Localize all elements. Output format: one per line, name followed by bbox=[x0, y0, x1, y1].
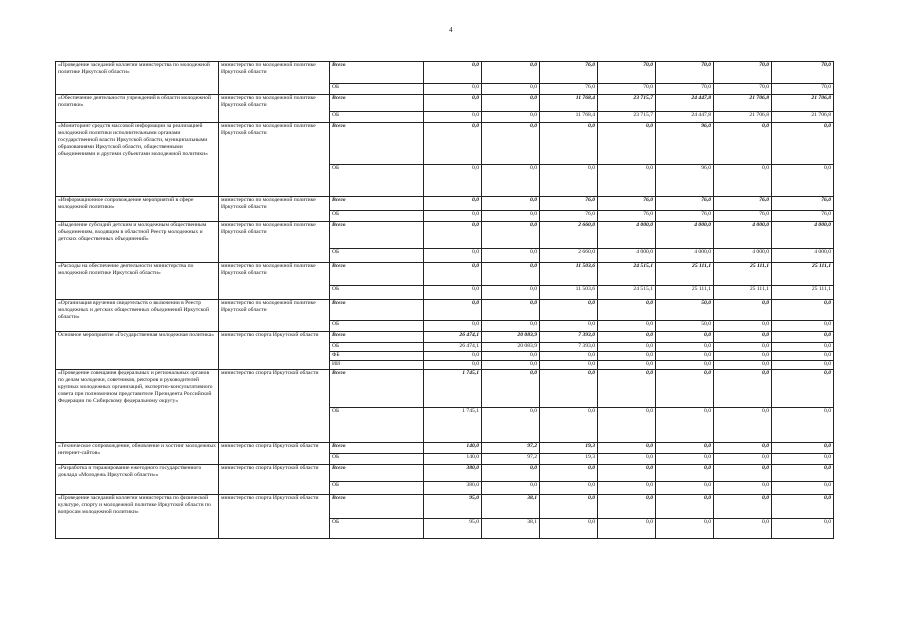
amount-cell: 76,0 bbox=[772, 211, 834, 222]
amount-cell: 7 393,0 bbox=[540, 332, 598, 343]
amount-cell: 0,0 bbox=[482, 286, 540, 300]
amount-cell: 21 706,8 bbox=[772, 112, 834, 123]
amount-cell: 0,0 bbox=[772, 495, 834, 519]
amount-cell: 0,0 bbox=[598, 454, 656, 465]
amount-cell: 97,2 bbox=[482, 454, 540, 465]
amount-cell: 70,0 bbox=[598, 62, 656, 84]
amount-cell: 140,0 bbox=[424, 454, 482, 465]
amount-cell: 0,0 bbox=[598, 332, 656, 343]
amount-cell: 0,0 bbox=[540, 465, 598, 482]
amount-cell: 0,0 bbox=[714, 495, 772, 519]
amount-cell: 4 000,0 bbox=[598, 222, 656, 249]
amount-cell: 96,0 bbox=[656, 165, 714, 197]
amount-cell: 0,0 bbox=[714, 408, 772, 443]
amount-cell: 0,0 bbox=[482, 370, 540, 408]
page-number: 4 bbox=[449, 26, 453, 34]
funding-source: Всего bbox=[330, 443, 424, 454]
funding-source: Всего bbox=[330, 370, 424, 408]
amount-cell: 70,0 bbox=[656, 62, 714, 84]
amount-cell: 0,0 bbox=[714, 352, 772, 361]
amount-cell: 24 447,8 bbox=[656, 112, 714, 123]
amount-cell: 0,0 bbox=[772, 482, 834, 495]
amount-cell: 0,0 bbox=[424, 211, 482, 222]
amount-cell: 0,0 bbox=[482, 263, 540, 286]
amount-cell: 0,0 bbox=[598, 465, 656, 482]
funding-source: Всего bbox=[330, 332, 424, 343]
amount-cell: 0,0 bbox=[482, 249, 540, 263]
amount-cell: 95,0 bbox=[424, 495, 482, 519]
funding-source: ОБ bbox=[330, 165, 424, 197]
amount-cell: 19,3 bbox=[540, 443, 598, 454]
amount-cell: 0,0 bbox=[656, 454, 714, 465]
executor: министерство по молодежной политике Иркутской области bbox=[219, 123, 330, 197]
funding-source: ОБ bbox=[330, 454, 424, 465]
amount-cell: 4 000,0 bbox=[656, 249, 714, 263]
amount-cell: 0,0 bbox=[540, 408, 598, 443]
amount-cell: 0,0 bbox=[714, 361, 772, 370]
amount-cell: 25 111,1 bbox=[772, 286, 834, 300]
amount-cell: 0,0 bbox=[482, 321, 540, 332]
amount-cell: 0,0 bbox=[656, 495, 714, 519]
amount-cell: 0,0 bbox=[482, 95, 540, 112]
amount-cell: 0,0 bbox=[482, 197, 540, 211]
amount-cell: 76,0 bbox=[656, 211, 714, 222]
amount-cell: 11 503,6 bbox=[540, 286, 598, 300]
amount-cell: 0,0 bbox=[424, 352, 482, 361]
funding-source: ОБ bbox=[330, 84, 424, 95]
amount-cell: 0,0 bbox=[540, 300, 598, 321]
amount-cell: 21 706,8 bbox=[772, 95, 834, 112]
amount-cell: 0,0 bbox=[424, 62, 482, 84]
funding-source: Всего bbox=[330, 197, 424, 211]
funding-source: Всего bbox=[330, 300, 424, 321]
amount-cell: 24 515,1 bbox=[598, 286, 656, 300]
amount-cell: 0,0 bbox=[424, 300, 482, 321]
amount-cell: 76,0 bbox=[772, 197, 834, 211]
funding-source: Всего bbox=[330, 95, 424, 112]
amount-cell: 0,0 bbox=[598, 343, 656, 352]
amount-cell: 21 706,8 bbox=[714, 112, 772, 123]
table-row bbox=[56, 263, 834, 286]
activity-name: «Информационное сопровождение мероприятий в сфере молодежной политики» bbox=[56, 197, 219, 222]
amount-cell: 0,0 bbox=[424, 222, 482, 249]
amount-cell: 0,0 bbox=[714, 343, 772, 352]
amount-cell: 25 111,1 bbox=[772, 263, 834, 286]
amount-cell: 21 706,8 bbox=[714, 95, 772, 112]
amount-cell: 0,0 bbox=[656, 465, 714, 482]
amount-cell: 0,0 bbox=[772, 361, 834, 370]
amount-cell: 4 000,0 bbox=[714, 249, 772, 263]
amount-cell: 0,0 bbox=[714, 454, 772, 465]
amount-cell: 1 745,1 bbox=[424, 408, 482, 443]
amount-cell: 0,0 bbox=[772, 300, 834, 321]
table-row bbox=[56, 95, 834, 112]
amount-cell: 0,0 bbox=[598, 408, 656, 443]
amount-cell: 2 660,0 bbox=[540, 249, 598, 263]
funding-source: Всего bbox=[330, 263, 424, 286]
amount-cell: 0,0 bbox=[482, 361, 540, 370]
activity-name: «Мониторинг средств массовой информации за реализацией молодежной политики исполнительными органами государственной власти Иркутской области, муниципальными образованиями Иркутской области, общественными объединениями и другими субъектами молодежной политики» bbox=[56, 123, 219, 197]
amount-cell: 4 000,0 bbox=[598, 249, 656, 263]
budget-table bbox=[55, 61, 834, 539]
amount-cell: 0,0 bbox=[656, 482, 714, 495]
executor: министерство по молодежной политике Иркутской области bbox=[219, 197, 330, 222]
amount-cell: 0,0 bbox=[482, 482, 540, 495]
amount-cell: 0,0 bbox=[598, 443, 656, 454]
funding-source: ИИ bbox=[330, 361, 424, 370]
amount-cell: 0,0 bbox=[772, 321, 834, 332]
amount-cell: 0,0 bbox=[540, 495, 598, 519]
amount-cell: 76,0 bbox=[656, 197, 714, 211]
amount-cell: 0,0 bbox=[540, 123, 598, 165]
amount-cell: 0,0 bbox=[482, 352, 540, 361]
activity-name: «Разработка и тиражирование ежегодного государственного доклада «Молодежь Иркутской области»» bbox=[56, 465, 219, 495]
funding-source: Всего bbox=[330, 62, 424, 84]
amount-cell: 140,0 bbox=[424, 443, 482, 454]
table-row bbox=[56, 123, 834, 165]
amount-cell: 0,0 bbox=[656, 443, 714, 454]
amount-cell: 38,1 bbox=[482, 495, 540, 519]
amount-cell: 7 393,0 bbox=[540, 343, 598, 352]
table-row bbox=[56, 197, 834, 211]
amount-cell: 11 768,4 bbox=[540, 112, 598, 123]
amount-cell: 19,3 bbox=[540, 454, 598, 465]
amount-cell: 0,0 bbox=[714, 443, 772, 454]
amount-cell: 0,0 bbox=[424, 249, 482, 263]
amount-cell: 24 447,8 bbox=[656, 95, 714, 112]
amount-cell: 25 111,1 bbox=[656, 263, 714, 286]
amount-cell: 26 474,1 bbox=[424, 332, 482, 343]
activity-name: «Проведение заседаний коллегии министерства по молодежной политике Иркутской области» bbox=[56, 62, 219, 95]
amount-cell: 97,2 bbox=[482, 443, 540, 454]
table-row bbox=[56, 332, 834, 343]
amount-cell: 0,0 bbox=[598, 495, 656, 519]
funding-source: ОБ bbox=[330, 211, 424, 222]
amount-cell: 26 474,1 bbox=[424, 343, 482, 352]
amount-cell: 70,0 bbox=[772, 84, 834, 95]
amount-cell: 0,0 bbox=[424, 165, 482, 197]
amount-cell: 1 745,1 bbox=[424, 370, 482, 408]
amount-cell: 0,0 bbox=[540, 482, 598, 495]
amount-cell: 76,0 bbox=[598, 197, 656, 211]
amount-cell: 70,0 bbox=[772, 62, 834, 84]
activity-name: «Расходы на обеспечение деятельности министерства по молодежной политике Иркутской области» bbox=[56, 263, 219, 300]
amount-cell: 380,0 bbox=[424, 482, 482, 495]
amount-cell: 0,0 bbox=[424, 361, 482, 370]
amount-cell: 23 715,7 bbox=[598, 112, 656, 123]
activity-name: «Проведение совещания федеральных и региональных органов по делам молодежи, советников, ректоров и руководителей крупных молодежных организаций, экспертно-консультативного совета при полномочном представителе Президента Российской Федерации по Сибирскому федеральному округу» bbox=[56, 370, 219, 443]
activity-name: «Техническое сопровождение, обновление и хостинг молодежных интернет-сайтов» bbox=[56, 443, 219, 465]
amount-cell: 76,0 bbox=[714, 211, 772, 222]
amount-cell: 0,0 bbox=[714, 519, 772, 539]
executor: министерство спорта Иркутской области bbox=[219, 332, 330, 370]
funding-source: ОБ bbox=[330, 519, 424, 539]
funding-source: ОБ bbox=[330, 249, 424, 263]
amount-cell: 0,0 bbox=[714, 123, 772, 165]
amount-cell: 25 111,1 bbox=[714, 263, 772, 286]
amount-cell: 0,0 bbox=[540, 321, 598, 332]
amount-cell: 0,0 bbox=[424, 263, 482, 286]
amount-cell: 0,0 bbox=[772, 332, 834, 343]
executor: министерство спорта Иркутской области bbox=[219, 370, 330, 443]
table-row bbox=[56, 62, 834, 84]
amount-cell: 20 083,9 bbox=[482, 343, 540, 352]
amount-cell: 0,0 bbox=[424, 197, 482, 211]
amount-cell: 0,0 bbox=[424, 84, 482, 95]
amount-cell: 0,0 bbox=[482, 222, 540, 249]
amount-cell: 0,0 bbox=[714, 165, 772, 197]
amount-cell: 0,0 bbox=[656, 343, 714, 352]
executor: министерство по молодежной политике Иркутской области bbox=[219, 263, 330, 300]
amount-cell: 70,0 bbox=[656, 84, 714, 95]
activity-name: «Выделение субсидий детским и молодежным общественным объединениям, входящим в областной Реестр молодежных и детских общественных объединений» bbox=[56, 222, 219, 263]
funding-source: Всего bbox=[330, 465, 424, 482]
table-row bbox=[56, 495, 834, 519]
executor: министерство по молодежной политике Иркутской области bbox=[219, 62, 330, 95]
amount-cell: 76,0 bbox=[714, 197, 772, 211]
amount-cell: 4 000,0 bbox=[772, 249, 834, 263]
amount-cell: 0,0 bbox=[482, 408, 540, 443]
amount-cell: 38,1 bbox=[482, 519, 540, 539]
funding-source: Всего bbox=[330, 222, 424, 249]
amount-cell: 0,0 bbox=[772, 519, 834, 539]
amount-cell: 23 715,7 bbox=[598, 95, 656, 112]
amount-cell: 0,0 bbox=[714, 300, 772, 321]
amount-cell: 0,0 bbox=[424, 321, 482, 332]
amount-cell: 0,0 bbox=[772, 408, 834, 443]
amount-cell: 0,0 bbox=[772, 123, 834, 165]
executor: министерство по молодежной политике Иркутской области bbox=[219, 300, 330, 332]
amount-cell: 4 000,0 bbox=[714, 222, 772, 249]
amount-cell: 76,0 bbox=[540, 84, 598, 95]
amount-cell: 0,0 bbox=[482, 84, 540, 95]
funding-source: Всего bbox=[330, 495, 424, 519]
amount-cell: 0,0 bbox=[424, 123, 482, 165]
amount-cell: 0,0 bbox=[656, 352, 714, 361]
amount-cell: 0,0 bbox=[714, 465, 772, 482]
executor: министерство спорта Иркутской области bbox=[219, 495, 330, 539]
amount-cell: 24 515,1 bbox=[598, 263, 656, 286]
amount-cell: 0,0 bbox=[424, 112, 482, 123]
amount-cell: 0,0 bbox=[772, 352, 834, 361]
amount-cell: 0,0 bbox=[424, 286, 482, 300]
activity-name: Основное мероприятие «Государственная молодежная политика» bbox=[56, 332, 219, 370]
funding-source: ОБ bbox=[330, 286, 424, 300]
amount-cell: 0,0 bbox=[714, 482, 772, 495]
funding-source: ФБ bbox=[330, 352, 424, 361]
funding-source: ОБ bbox=[330, 321, 424, 332]
amount-cell: 0,0 bbox=[540, 370, 598, 408]
amount-cell: 0,0 bbox=[598, 321, 656, 332]
amount-cell: 0,0 bbox=[772, 443, 834, 454]
amount-cell: 76,0 bbox=[540, 197, 598, 211]
amount-cell: 0,0 bbox=[598, 165, 656, 197]
amount-cell: 0,0 bbox=[598, 482, 656, 495]
amount-cell: 0,0 bbox=[482, 211, 540, 222]
amount-cell: 0,0 bbox=[656, 370, 714, 408]
table-row bbox=[56, 300, 834, 321]
executor: министерство спорта Иркутской области bbox=[219, 465, 330, 495]
amount-cell: 0,0 bbox=[772, 465, 834, 482]
amount-cell: 70,0 bbox=[598, 84, 656, 95]
amount-cell: 76,0 bbox=[540, 211, 598, 222]
amount-cell: 0,0 bbox=[540, 519, 598, 539]
amount-cell: 0,0 bbox=[598, 370, 656, 408]
amount-cell: 0,0 bbox=[482, 123, 540, 165]
table-row bbox=[56, 465, 834, 482]
amount-cell: 0,0 bbox=[772, 165, 834, 197]
table-row bbox=[56, 370, 834, 408]
activity-name: «Организация вручения свидетельств о включении в Реестр молодежных и детских общественных объединений Иркутской области» bbox=[56, 300, 219, 332]
amount-cell: 0,0 bbox=[656, 332, 714, 343]
amount-cell: 0,0 bbox=[598, 361, 656, 370]
activity-name: «Обеспечение деятельности учреждений в области молодежной политики» bbox=[56, 95, 219, 123]
amount-cell: 4 000,0 bbox=[772, 222, 834, 249]
amount-cell: 76,0 bbox=[598, 211, 656, 222]
amount-cell: 25 111,1 bbox=[656, 286, 714, 300]
amount-cell: 0,0 bbox=[772, 454, 834, 465]
amount-cell: 380,0 bbox=[424, 465, 482, 482]
funding-source: ОБ bbox=[330, 112, 424, 123]
amount-cell: 11 768,4 bbox=[540, 95, 598, 112]
executor: министерство спорта Иркутской области bbox=[219, 443, 330, 465]
amount-cell: 0,0 bbox=[598, 123, 656, 165]
table-row bbox=[56, 443, 834, 454]
amount-cell: 0,0 bbox=[598, 352, 656, 361]
amount-cell: 0,0 bbox=[482, 62, 540, 84]
amount-cell: 0,0 bbox=[656, 408, 714, 443]
amount-cell: 0,0 bbox=[598, 300, 656, 321]
amount-cell: 0,0 bbox=[482, 300, 540, 321]
amount-cell: 0,0 bbox=[656, 361, 714, 370]
amount-cell: 95,0 bbox=[424, 519, 482, 539]
amount-cell: 0,0 bbox=[714, 332, 772, 343]
amount-cell: 50,0 bbox=[656, 321, 714, 332]
amount-cell: 0,0 bbox=[540, 165, 598, 197]
amount-cell: 20 083,9 bbox=[482, 332, 540, 343]
amount-cell: 70,0 bbox=[714, 62, 772, 84]
amount-cell: 0,0 bbox=[598, 519, 656, 539]
amount-cell: 0,0 bbox=[714, 321, 772, 332]
amount-cell: 76,0 bbox=[540, 62, 598, 84]
amount-cell: 4 000,0 bbox=[656, 222, 714, 249]
activity-name: «Проведение заседаний коллегии министерства по физической культуре, спорту и молодежной политике Иркутской области по вопросам молодежной политики» bbox=[56, 495, 219, 539]
amount-cell: 50,0 bbox=[656, 300, 714, 321]
funding-source: ОБ bbox=[330, 343, 424, 352]
amount-cell: 2 660,0 bbox=[540, 222, 598, 249]
funding-source: Всего bbox=[330, 123, 424, 165]
funding-source: ОБ bbox=[330, 482, 424, 495]
amount-cell: 0,0 bbox=[714, 370, 772, 408]
executor: министерство по молодежной политике Иркутской области bbox=[219, 95, 330, 123]
amount-cell: 0,0 bbox=[482, 112, 540, 123]
funding-source: ОБ bbox=[330, 408, 424, 443]
amount-cell: 0,0 bbox=[656, 519, 714, 539]
amount-cell: 0,0 bbox=[772, 343, 834, 352]
amount-cell: 0,0 bbox=[482, 165, 540, 197]
amount-cell: 96,0 bbox=[656, 123, 714, 165]
amount-cell: 0,0 bbox=[424, 95, 482, 112]
amount-cell: 0,0 bbox=[540, 352, 598, 361]
executor: министерство по молодежной политике Иркутской области bbox=[219, 222, 330, 263]
amount-cell: 0,0 bbox=[540, 361, 598, 370]
amount-cell: 0,0 bbox=[772, 370, 834, 408]
amount-cell: 11 503,6 bbox=[540, 263, 598, 286]
amount-cell: 25 111,1 bbox=[714, 286, 772, 300]
table-row bbox=[56, 222, 834, 249]
amount-cell: 70,0 bbox=[714, 84, 772, 95]
amount-cell: 0,0 bbox=[482, 465, 540, 482]
